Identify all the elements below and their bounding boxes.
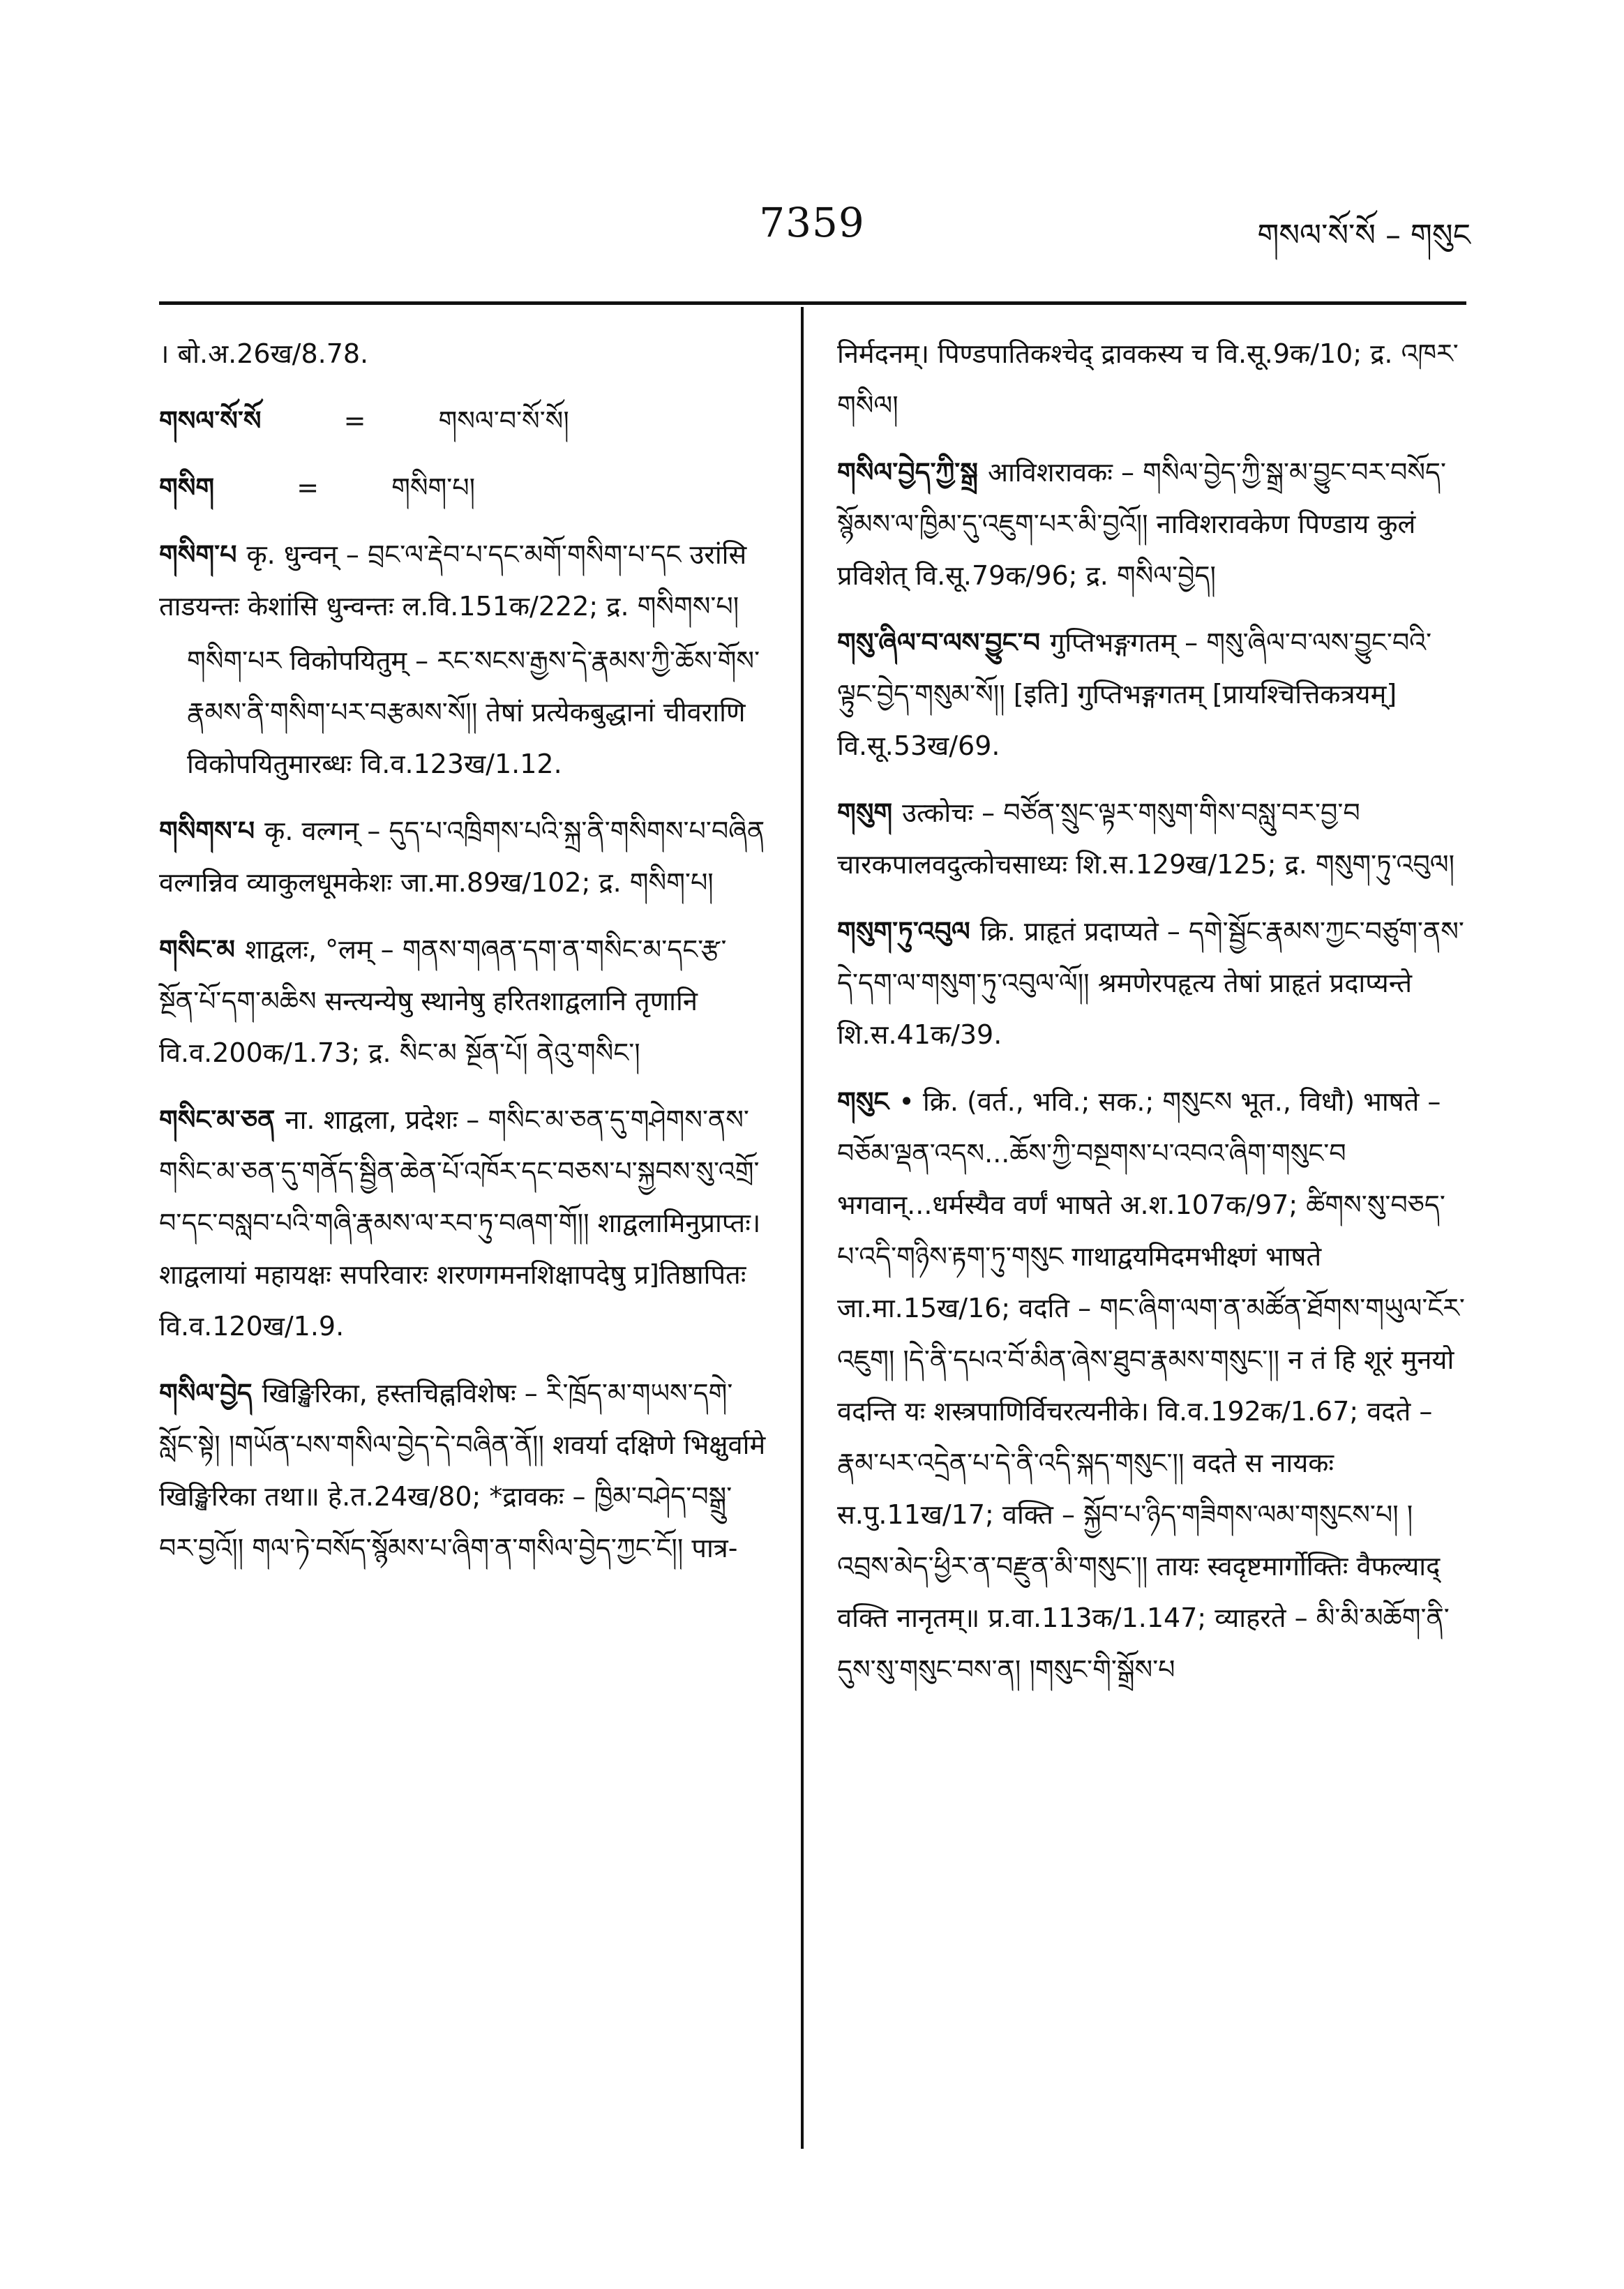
page-number: 7359: [759, 199, 865, 246]
entry-text: གསལ་བ་སོ་སོ།: [438, 405, 569, 436]
dictionary-entry: [159, 529, 766, 790]
dictionary-entry: [159, 805, 766, 908]
entry-continuation: [159, 328, 766, 380]
entry-text: • क्रि. (वर्त., भवि.; सक.; གསུངས भूत., विधौ) भाषते – བཅོམ་ལྡན་འདས...ཆོས་ཀྱི་བསྔགས་པ་འབའ་ཞིག་གསུང་བ भगवान्...धर्मस्यैव वर्णं भाषते अ.श.107क/97; ཚིགས་སུ་བཅད་པ་འདི་གཉིས་རྟག་ཏུ་གསུང गाथाद्वयमिदमभीक्ष्णं भाषते जा.मा.15ख/16; वदति – གང་ཞིག་ལག་ན་མཚོན་ཐོགས་གཡུལ་ངོར་འཇུག། །དེ་ནི་དཔའ་བོ་མིན་ཞེས་ཐུབ་རྣམས་གསུང་།། न तं हि शूरं मुनयो वदन्ति यः शस्त्रपाणिर्विचरत्यनीके। वि.व.192क/1.67; वदते – རྣམ་པར་འདྲེན་པ་དེ་ནི་འདི་སྐད་གསུང་།། वदते स नायकः स.पु.11ख/17; वक्ति – སྐྱོབ་པ་ཉིད་གཟིགས་ལམ་གསུངས་པ། །འབྲས་མེད་ཕྱིར་ན་བརྫུན་མི་གསུང་།། तायः स्वदृष्टमार्गोक्तिः वैफल्याद् वक्ति नानृतम्॥ प्र.वा.113क/1.147; व्याहरते – མི་མི་མཆོག་ནི་དུས་སུ་གསུང་བས་ན། །གསུང་གི་སྒྲོས་པ: [837, 1086, 1465, 1685]
dictionary-entry: [837, 787, 1465, 890]
dictionary-entry: [159, 395, 766, 446]
headword: གསུག་ཏུ་འབུལ: [837, 916, 970, 947]
entry-text: शाद्वलः, °लम् – གནས་གཞན་དག་ན་གསིང་མ་དང་རྩ་སྔོན་པོ་དག་མཆིས सन्त्यन्येषु स्थानेषु हरितशाद्वलानि तृणानि वि.व.200क/1.73; द्र. སིང་མ སྔོན་པོ། ནེའུ་གསིང་།: [159, 934, 727, 1068]
headword: གསུག: [837, 797, 893, 828]
headword: གསིལ་བྱེད་ཀྱི་སྒྲ: [837, 457, 978, 488]
entry-text: निर्मदनम्। पिण्डपातिकश्चेद् द्रावकस्य च वि.सू.9क/10; द्र. འཁར་གསིལ།: [837, 338, 1459, 421]
equals-sign: =: [343, 405, 366, 436]
headword: གསིང་མ: [159, 934, 235, 965]
entry-text: क्रि. प्राहृतं प्रदाप्यते – དགེ་སྦྱོང་རྣམས་ཀྱང་བཙུག་ནས་དེ་དག་ལ་གསུག་ཏུ་འབུལ་ལོ།། श्रमणेरपहृत्य तेषां प्राहृतं प्रदाप्यन्ते शि.स.41क/39.: [837, 916, 1464, 1050]
dictionary-entry: [837, 446, 1465, 601]
entry-text: कृ. धुन्वन् – བྲང་ལ་རྡེབ་པ་དང་མགོ་གསིག་པ་དང उरांसि ताडयन्तः केशांसि धुन्वन्तः ल.वि.151क/222; द्र. གསིགས་པ།: [159, 539, 747, 622]
headword: གསིལ་བྱེད: [159, 1378, 253, 1409]
dictionary-entry: [159, 462, 766, 513]
headword: གསུང: [837, 1086, 889, 1117]
entry-text: । बो.अ.26ख/8.78.: [159, 338, 369, 369]
sub-entry: གསིག་པར विकोपयितुम् – རང་སངས་རྒྱས་དེ་རྣམས་ཀྱི་ཆོས་གོས་རྣམས་ནི་གསིག་པར་བརྩམས་སོ།། तेषां प्रत्येकबुद्धानां चीवराणि विकोपयितुमारब्धः वि.व.123ख/1.12.: [187, 645, 760, 779]
headword: གསིག་པ: [159, 539, 237, 570]
header-rule: [159, 301, 1466, 305]
dictionary-entry: [159, 924, 766, 1079]
dictionary-entry: [837, 1076, 1465, 1695]
dictionary-entry: [159, 1367, 766, 1574]
running-head: གསལ་སོ་སོ – གསུང: [1257, 218, 1471, 253]
entry-text: उत्कोचः – བཙོན་སྲུང་ལྟར་གསུག་གིས་བསླུ་བར་བྱ་བ चारकपालवदुत्कोचसाध्यः शि.स.129ख/125; द्र. གསུག་ཏུ་འབུལ།: [837, 797, 1455, 880]
entry-text: ना. शाद्वला, प्रदेशः – གསིང་མ་ཅན་དུ་གཤེགས་ནས་གསིང་མ་ཅན་དུ་གནོད་སྦྱིན་ཆེན་པོ་འཁོར་དང་བཅས་པ་སྐྱབས་སུ་འགྲོ་བ་དང་བསླབ་པའི་གཞི་རྣམས་ལ་རབ་ཏུ་བཞག་གོ།། शाद्वलामिनुप्राप्तः। शाद्वलायां महायक्षः सपरिवारः शरणगमनशिक्षापदेषु प्र]तिष्ठापितः वि.व.120ख/1.9.: [159, 1104, 761, 1342]
entry-text: गुप्तिभङ्गगतम् – གསུ་ཞིལ་བ་ལས་བྱུང་བའི་ལྟུང་བྱེད་གསུམ་སོ།། [इति] गुप्तिभङ्गगतम् [प्रायश्चित्तिकत्रयम्] वि.सू.53ख/69.: [837, 627, 1432, 761]
headword: གསིགས་པ: [159, 816, 255, 846]
entry-text: आविशरावकः – གསིལ་བྱེད་ཀྱི་སྒྲ་མ་བྱུང་བར་བསོད་སྙོམས་ལ་ཁྱིམ་དུ་འཇུག་པར་མི་བྱའོ།། नाविशरावकेण पिण्डाय कुलं प्रविशेत् वि.सू.79क/96; द्र. གསིལ་བྱེད།: [837, 457, 1446, 591]
dictionary-entry: [837, 906, 1465, 1060]
right-column: [837, 328, 1465, 1711]
headword: གསིང་མ་ཅན: [159, 1104, 276, 1135]
dictionary-entry: [159, 1094, 766, 1352]
left-column: [159, 328, 766, 1589]
headword: གསལ་སོ་སོ: [159, 405, 262, 436]
headword: གསིག: [159, 472, 215, 503]
equals-sign: =: [296, 472, 319, 503]
column-divider: [801, 307, 804, 2149]
headword: གསུ་ཞིལ་བ་ལས་བྱུང་བ: [837, 627, 1040, 658]
entry-text: གསིག་པ།: [391, 472, 476, 503]
entry-text: खिङ्खिरिका, हस्तचिह्नविशेषः – རི་ཁྲོད་མ་གཡས་དགེ་སློང་སྟེ། །གཡོན་པས་གསིལ་བྱེད་དེ་བཞིན་ནོ།། शवर्या दक्षिणे भिक्षुर्वामे खिङ्खिरिका तथा॥ हे.त.24ख/80; *द्रावकः – ཁྱིམ་བཤེད་བསྒྲུ་བར་བྱའོ།། གལ་ཏེ་བསོད་སྙོམས་པ་ཞིག་ན་གསིལ་བྱེད་ཀྱང་ངོ།། पात्र-: [159, 1378, 766, 1563]
entry-continuation: [837, 328, 1465, 431]
entry-text: कृ. वल्गन् – དུད་པ་འཁྲིགས་པའི་སྐྲ་ནི་གསིགས་པ་བཞིན वल्गन्निव व्याकुलधूमकेशः जा.मा.89ख/102; द्र. གསིག་པ།: [159, 816, 765, 898]
dictionary-entry: [837, 617, 1465, 772]
